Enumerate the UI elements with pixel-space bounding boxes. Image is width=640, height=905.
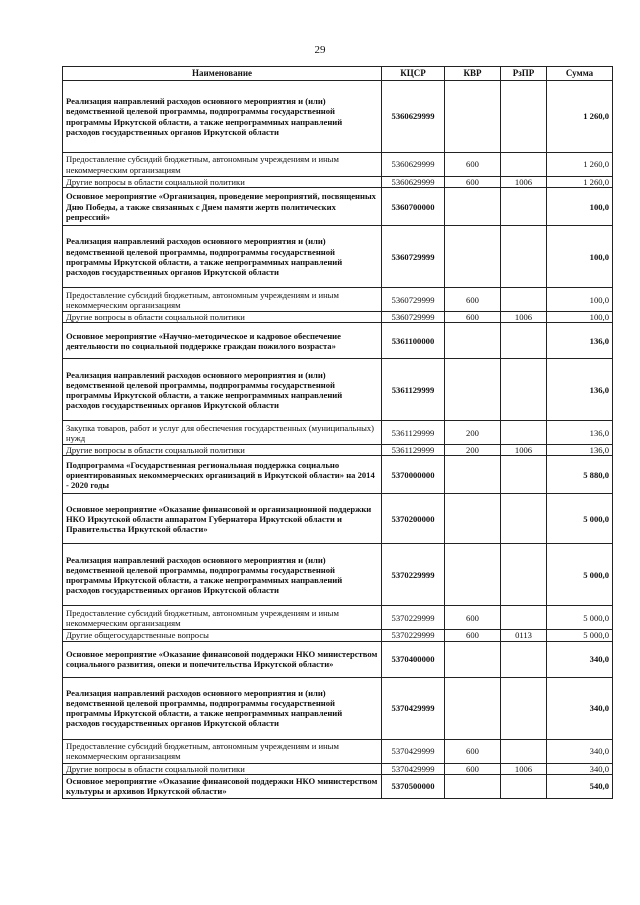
table-row [63, 177, 613, 188]
cell-name: Другие вопросы в области социальной политики [63, 445, 382, 456]
cell-sum: 540,0 [547, 774, 613, 798]
cell-name: Предоставление субсидий бюджетным, автономным учреждениям и иным некоммерческим организациям [63, 606, 382, 630]
cell-kcsr: 5360629999 [382, 177, 445, 188]
cell-sum: 5 000,0 [547, 630, 613, 641]
cell-sum: 100,0 [547, 288, 613, 312]
cell-name: Предоставление субсидий бюджетным, автономным учреждениям и иным некоммерческим организациям [63, 739, 382, 763]
table-row [63, 606, 613, 630]
cell-kvr [445, 544, 501, 606]
table-row [63, 739, 613, 763]
cell-name: Другие вопросы в области социальной политики [63, 312, 382, 323]
cell-kvr [445, 494, 501, 544]
cell-name: Основное мероприятие «Оказание финансовой и организационной поддержки НКО Иркутской области аппаратом Губернатора Иркутской области и Правительства Иркутской области» [63, 494, 382, 544]
cell-name: Закупка товаров, работ и услуг для обеспечения государственных (муниципальных) нужд [63, 421, 382, 445]
table-row [63, 421, 613, 445]
cell-rzpr [501, 359, 547, 421]
cell-sum: 5 000,0 [547, 494, 613, 544]
cell-kvr: 600 [445, 153, 501, 177]
cell-sum: 1 260,0 [547, 177, 613, 188]
cell-kcsr: 5360729999 [382, 226, 445, 288]
cell-kvr [445, 323, 501, 359]
cell-rzpr: 1006 [501, 445, 547, 456]
cell-sum: 340,0 [547, 763, 613, 774]
table-row [63, 312, 613, 323]
table-row [63, 544, 613, 606]
cell-kvr: 600 [445, 312, 501, 323]
cell-kcsr: 5361129999 [382, 445, 445, 456]
cell-kcsr: 5361100000 [382, 323, 445, 359]
cell-sum: 136,0 [547, 421, 613, 445]
cell-sum: 340,0 [547, 641, 613, 677]
table-row [63, 630, 613, 641]
cell-rzpr [501, 421, 547, 445]
cell-kcsr: 5370500000 [382, 774, 445, 798]
cell-name: Основное мероприятие «Организация, проведение мероприятий, посвященных Дню Победы, а также связанных с Днем памяти жертв политических репрессий» [63, 188, 382, 226]
table-row [63, 641, 613, 677]
cell-rzpr [501, 544, 547, 606]
cell-kvr: 600 [445, 606, 501, 630]
table-row [63, 188, 613, 226]
cell-rzpr [501, 153, 547, 177]
header-row [63, 67, 613, 81]
cell-kvr [445, 188, 501, 226]
header-name: Наименование [63, 67, 382, 81]
table-row [63, 153, 613, 177]
cell-kcsr: 5370229999 [382, 630, 445, 641]
cell-sum: 100,0 [547, 188, 613, 226]
cell-rzpr [501, 641, 547, 677]
cell-kvr [445, 641, 501, 677]
table-row [63, 456, 613, 494]
cell-name: Реализация направлений расходов основного мероприятия и (или) ведомственной целевой программы, подпрограммы государственной программы Иркутской области, а также непрограммных направлений расходов государственных органов Иркутской области [63, 81, 382, 153]
cell-kvr: 600 [445, 739, 501, 763]
cell-kvr: 600 [445, 288, 501, 312]
cell-name: Основное мероприятие «Научно-методическое и кадровое обеспечение деятельности по социальной поддержке граждан пожилого возраста» [63, 323, 382, 359]
table-row [63, 494, 613, 544]
cell-kvr [445, 677, 501, 739]
cell-sum: 100,0 [547, 226, 613, 288]
table-body [63, 81, 613, 799]
cell-sum: 340,0 [547, 739, 613, 763]
cell-kvr [445, 81, 501, 153]
table-row [63, 81, 613, 153]
cell-name: Реализация направлений расходов основного мероприятия и (или) ведомственной целевой программы, подпрограммы государственной программы Иркутской области, а также непрограммных направлений расходов государственных органов Иркутской области [63, 677, 382, 739]
cell-sum: 340,0 [547, 677, 613, 739]
header-kvr: КВР [445, 67, 501, 81]
cell-sum: 1 260,0 [547, 153, 613, 177]
cell-kcsr: 5370429999 [382, 739, 445, 763]
header-kcsr: КЦСР [382, 67, 445, 81]
cell-name: Реализация направлений расходов основного мероприятия и (или) ведомственной целевой программы, подпрограммы государственной программы Иркутской области, а также непрограммных направлений расходов государственных органов Иркутской области [63, 359, 382, 421]
cell-rzpr [501, 188, 547, 226]
header-sum: Сумма [547, 67, 613, 81]
cell-name: Основное мероприятие «Оказание финансовой поддержки НКО министерством социального развития, опеки и попечительства Иркутской области» [63, 641, 382, 677]
cell-kvr [445, 359, 501, 421]
cell-rzpr [501, 606, 547, 630]
cell-name: Другие вопросы в области социальной политики [63, 763, 382, 774]
cell-sum: 5 880,0 [547, 456, 613, 494]
cell-kvr [445, 774, 501, 798]
cell-name: Другие вопросы в области социальной политики [63, 177, 382, 188]
cell-rzpr: 1006 [501, 312, 547, 323]
cell-kcsr: 5370400000 [382, 641, 445, 677]
cell-kvr [445, 456, 501, 494]
page-number: 29 [314, 44, 326, 56]
cell-rzpr [501, 81, 547, 153]
cell-kvr: 600 [445, 177, 501, 188]
cell-name: Подпрограмма «Государственная региональная поддержка социально ориентированных некоммерческих организаций в Иркутской области» на 2014 - 2020 годы [63, 456, 382, 494]
table-row [63, 323, 613, 359]
cell-rzpr [501, 323, 547, 359]
cell-sum: 136,0 [547, 323, 613, 359]
cell-kcsr: 5360629999 [382, 153, 445, 177]
cell-name: Другие общегосударственные вопросы [63, 630, 382, 641]
cell-kvr: 200 [445, 445, 501, 456]
table-header [63, 67, 613, 81]
cell-rzpr: 0113 [501, 630, 547, 641]
cell-kcsr: 5370229999 [382, 544, 445, 606]
cell-name: Предоставление субсидий бюджетным, автономным учреждениям и иным некоммерческим организациям [63, 288, 382, 312]
cell-kcsr: 5360629999 [382, 81, 445, 153]
table-row [63, 359, 613, 421]
budget-table [62, 66, 613, 799]
cell-rzpr: 1006 [501, 763, 547, 774]
cell-kcsr: 5361129999 [382, 359, 445, 421]
cell-kcsr: 5360729999 [382, 288, 445, 312]
cell-kvr [445, 226, 501, 288]
cell-rzpr [501, 774, 547, 798]
cell-rzpr [501, 739, 547, 763]
cell-kcsr: 5360700000 [382, 188, 445, 226]
cell-kcsr: 5360729999 [382, 312, 445, 323]
cell-kcsr: 5370200000 [382, 494, 445, 544]
cell-sum: 1 260,0 [547, 81, 613, 153]
cell-kvr: 600 [445, 763, 501, 774]
table-row [63, 226, 613, 288]
header-rzpr: РзПР [501, 67, 547, 81]
table-row [63, 677, 613, 739]
cell-name: Реализация направлений расходов основного мероприятия и (или) ведомственной целевой программы, подпрограммы государственной программы Иркутской области, а также непрограммных направлений расходов государственных органов Иркутской области [63, 544, 382, 606]
cell-sum: 5 000,0 [547, 544, 613, 606]
table-row [63, 288, 613, 312]
cell-sum: 136,0 [547, 445, 613, 456]
cell-rzpr [501, 288, 547, 312]
cell-rzpr [501, 456, 547, 494]
cell-kcsr: 5361129999 [382, 421, 445, 445]
cell-sum: 5 000,0 [547, 606, 613, 630]
table-row [63, 445, 613, 456]
cell-sum: 100,0 [547, 312, 613, 323]
cell-kcsr: 5370000000 [382, 456, 445, 494]
cell-rzpr [501, 226, 547, 288]
cell-rzpr [501, 494, 547, 544]
cell-kvr: 200 [445, 421, 501, 445]
cell-name: Реализация направлений расходов основного мероприятия и (или) ведомственной целевой программы, подпрограммы государственной программы Иркутской области, а также непрограммных направлений расходов государственных органов Иркутской области [63, 226, 382, 288]
cell-kcsr: 5370429999 [382, 763, 445, 774]
cell-name: Основное мероприятие «Оказание финансовой поддержки НКО министерством культуры и архивов Иркутской области» [63, 774, 382, 798]
cell-rzpr [501, 677, 547, 739]
table-row [63, 763, 613, 774]
cell-rzpr: 1006 [501, 177, 547, 188]
cell-kcsr: 5370229999 [382, 606, 445, 630]
cell-sum: 136,0 [547, 359, 613, 421]
cell-name: Предоставление субсидий бюджетным, автономным учреждениям и иным некоммерческим организациям [63, 153, 382, 177]
table-row [63, 774, 613, 798]
cell-kvr: 600 [445, 630, 501, 641]
cell-kcsr: 5370429999 [382, 677, 445, 739]
